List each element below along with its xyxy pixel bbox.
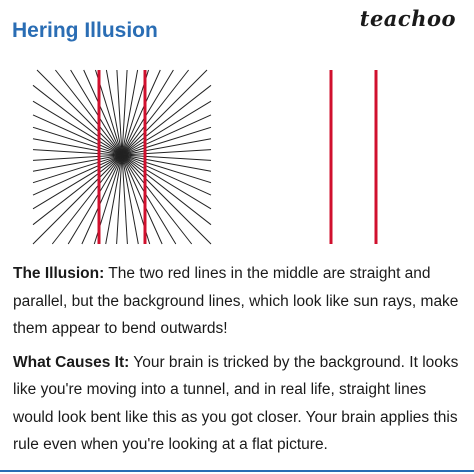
cause-description: Your brain is tricked by the background. It looks like you're moving into a tunnel, and in real life, straight lines would look bent like this as you got closer. Your brain applies this rule even when you're looking at a flat picture. bbox=[13, 353, 459, 453]
illusion-description: The two red lines in the middle are straight and parallel, but the background lines, which look like sun rays, make them appear to bend outwards! bbox=[13, 265, 459, 337]
illusion-label: The Illusion: bbox=[13, 265, 105, 282]
radiating-lines bbox=[33, 70, 211, 244]
cause-paragraph bbox=[13, 349, 465, 459]
page-title: Hering Illusion bbox=[12, 19, 158, 42]
brand-logo: teachoo bbox=[359, 6, 456, 31]
cause-label: What Causes It: bbox=[13, 353, 130, 371]
explanation-text bbox=[13, 260, 465, 465]
footer-divider bbox=[0, 470, 474, 472]
illusion-paragraph bbox=[13, 260, 465, 343]
comparison-red-lines bbox=[331, 70, 376, 244]
